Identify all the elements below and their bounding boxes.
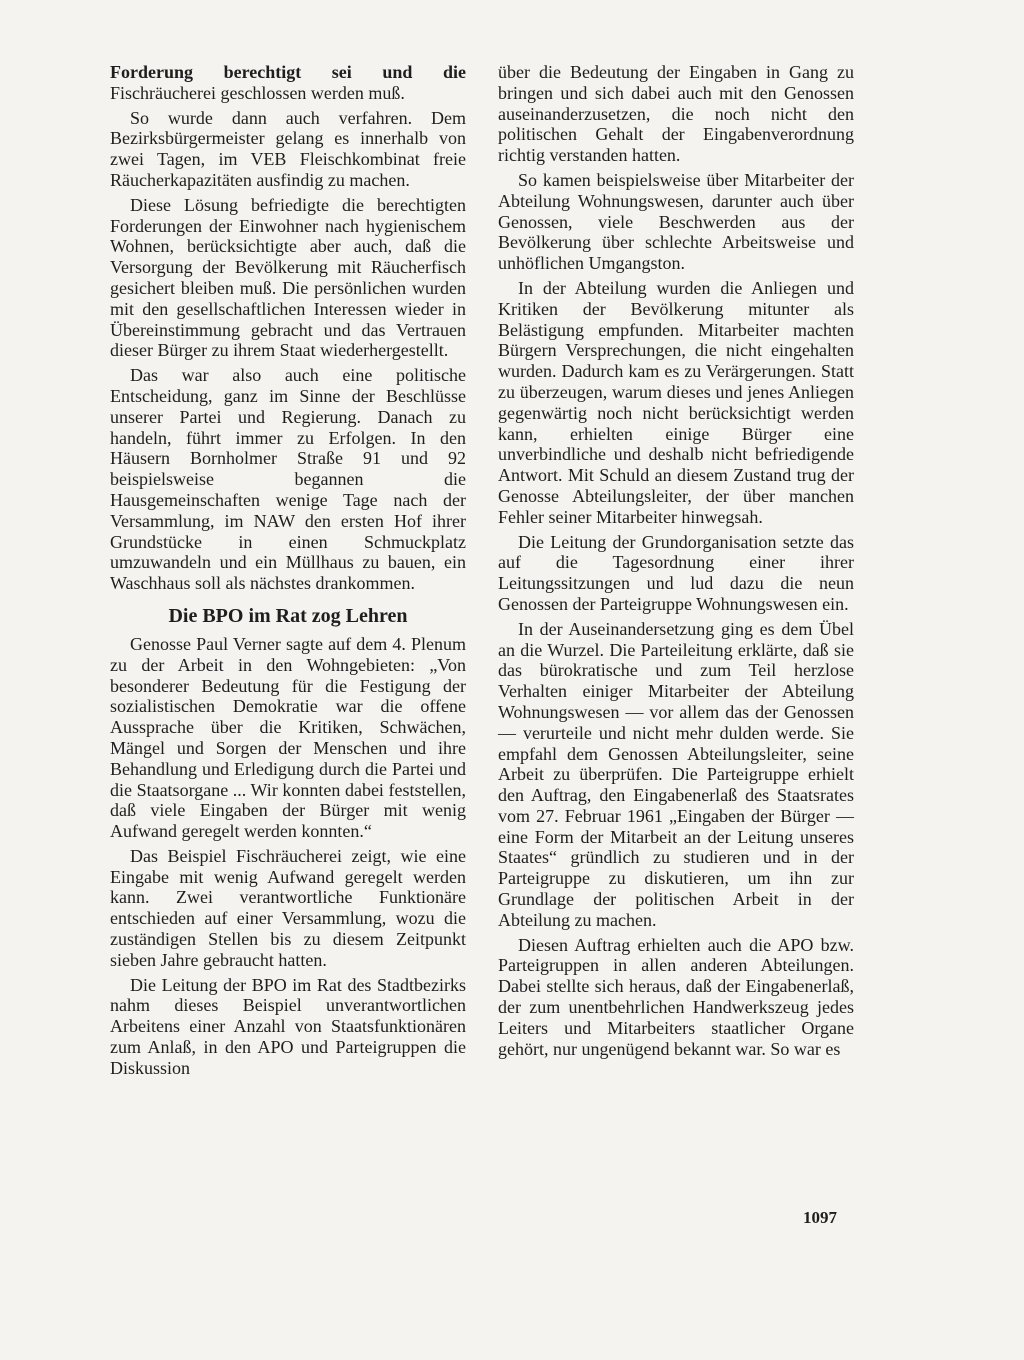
text-span: Fischräucherei geschlossen werden muß. [110,82,405,103]
section-heading: Die BPO im Rat zog Lehren [168,604,408,627]
paragraph: In der Auseinandersetzung ging es dem Übel an die Wurzel. Die Parteileitung erklärte, daß sie das bürokratische und zum Teil herzlose Verhalten einiger Mitarbeiter der Abteilung Wohnungswesen — vor allem das der Genossen — verurteile und nicht mehr dulden werde. Sie empfahl dem Genossen Abteilungsleiter, seine Arbeit zu überprüfen. Die Parteigruppe erhielt den Auftrag, den Eingabenerlaß des Staatsrates vom 27. Februar 1961 „Eingaben der Bürger — eine Form der Mitarbeit an der Leitung unseres Staates“ gründlich zu studieren und in der Parteigruppe zu diskutieren, um ihn zur Grundlage der politischen Arbeit in der Abteilung zu machen. [498,618,854,930]
right-column [498,62,854,1063]
paragraph [110,62,466,104]
paragraph: Genosse Paul Verner sagte auf dem 4. Plenum zu der Arbeit in den Wohngebieten: „Von besonderer Bedeutung für die Festigung der sozialistischen Demokratie war die offene Aussprache über die Kritiken, Schwächen, Mängel und Sorgen der Menschen und ihre Behandlung und Erledigung durch die Partei und die Staatsorgane ... Wir konnten dabei feststellen, daß viele Eingaben der Bürger mit wenig Aufwand geregelt werden konnten.“ [110,633,466,842]
bold-text: Forderung berechtigt sei und die [110,62,466,82]
paragraph: über die Bedeutung der Eingaben in Gang zu bringen und sich dabei auch mit den Genossen auseinanderzusetzen, die noch nicht den politischen Gehalt der Eingabenverordnung richtig verstanden hatten. [498,62,854,166]
paragraph: Das Beispiel Fischräucherei zeigt, wie eine Eingabe mit wenig Aufwand geregelt werden kann. Zwei verantwortliche Funktionäre entschieden auf einer Versammlung, wozu die zuständigen Stellen bis zu diesem Zeitpunkt sieben Jahre gebraucht hatten. [110,845,466,970]
left-column [110,62,466,1083]
paragraph: Die Leitung der BPO im Rat des Stadtbezirks nahm dieses Beispiel unverantwortlichen Arbeitens einer Anzahl von Staatsfunktionären zum Anlaß, in den APO und Parteigruppen die Diskussion [110,974,466,1078]
paragraph: In der Abteilung wurden die Anliegen und Kritiken der Bevölkerung mitunter als Belästigung empfunden. Mitarbeiter machten Bürgern Versprechungen, die nicht eingehalten wurden. Dadurch kam es zu Verärgerungen. Statt zu überzeugen, warum dieses und jenes Anliegen gegenwärtig noch nicht berücksichtigt werden kann, erhielten einige Bürger eine unverbindliche und deshalb nicht befriedigende Antwort. Mit Schuld an diesem Zustand trug der Genosse Abteilungsleiter, der über manchen Fehler seiner Mitarbeiter hinwegsah. [498,277,854,527]
paragraph: So wurde dann auch verfahren. Dem Bezirksbürgermeister gelang es innerhalb von zwei Tagen, im VEB Fleischkombinat freie Räucherkapazitäten ausfindig zu machen. [110,107,466,190]
paragraph: Diesen Auftrag erhielten auch die APO bzw. Parteigruppen in allen anderen Abteilungen. Dabei stellte sich heraus, daß der Eingabenerlaß, der zum unentbehrlichen Handwerkszeug jedes Leiters und Mitarbeiters staatlicher Organe gehört, nur ungenügend bekannt war. So war es [498,934,854,1059]
paragraph: Die Leitung der Grundorganisation setzte das auf die Tagesordnung einer ihrer Leitungssitzungen und lud dazu die neun Genossen der Parteigruppe Wohnungswesen ein. [498,531,854,614]
paragraph: So kamen beispielsweise über Mitarbeiter der Abteilung Wohnungswesen, darunter auch über Genossen, viele Beschwerden aus der Bevölkerung über schlechte Arbeitsweise und unhöflichen Umgangston. [498,169,854,274]
paragraph: Das war also auch eine politische Entscheidung, ganz im Sinne der Beschlüsse unserer Partei und Regierung. Danach zu handeln, führt immer zu Erfolgen. In den Häusern Bornholmer Straße 91 und 92 beispielsweise begannen die Hausgemeinschaften wenige Tage nach der Versammlung, im NAW den ersten Hof ihrer Grundstücke in einen Schmuckplatz umzuwandeln und ein Müllhaus zu bauen, ein Waschhaus soll als nächstes drankommen. [110,365,466,594]
page-number: 1097 [803,1208,837,1227]
paragraph: Diese Lösung befriedigte die berechtigten Forderungen der Einwohner nach hygienischem Wohnen, berücksichtigte aber auch, daß die Versorgung der Bevölkerung mit Räucherfisch gesichert bleiben muß. Die persönlichen wurden mit den gesellschaftlichen Interessen wieder in Übereinstimmung gebracht und das Vertrauen dieser Bürger zu ihrem Staat wiederhergestellt. [110,194,466,361]
